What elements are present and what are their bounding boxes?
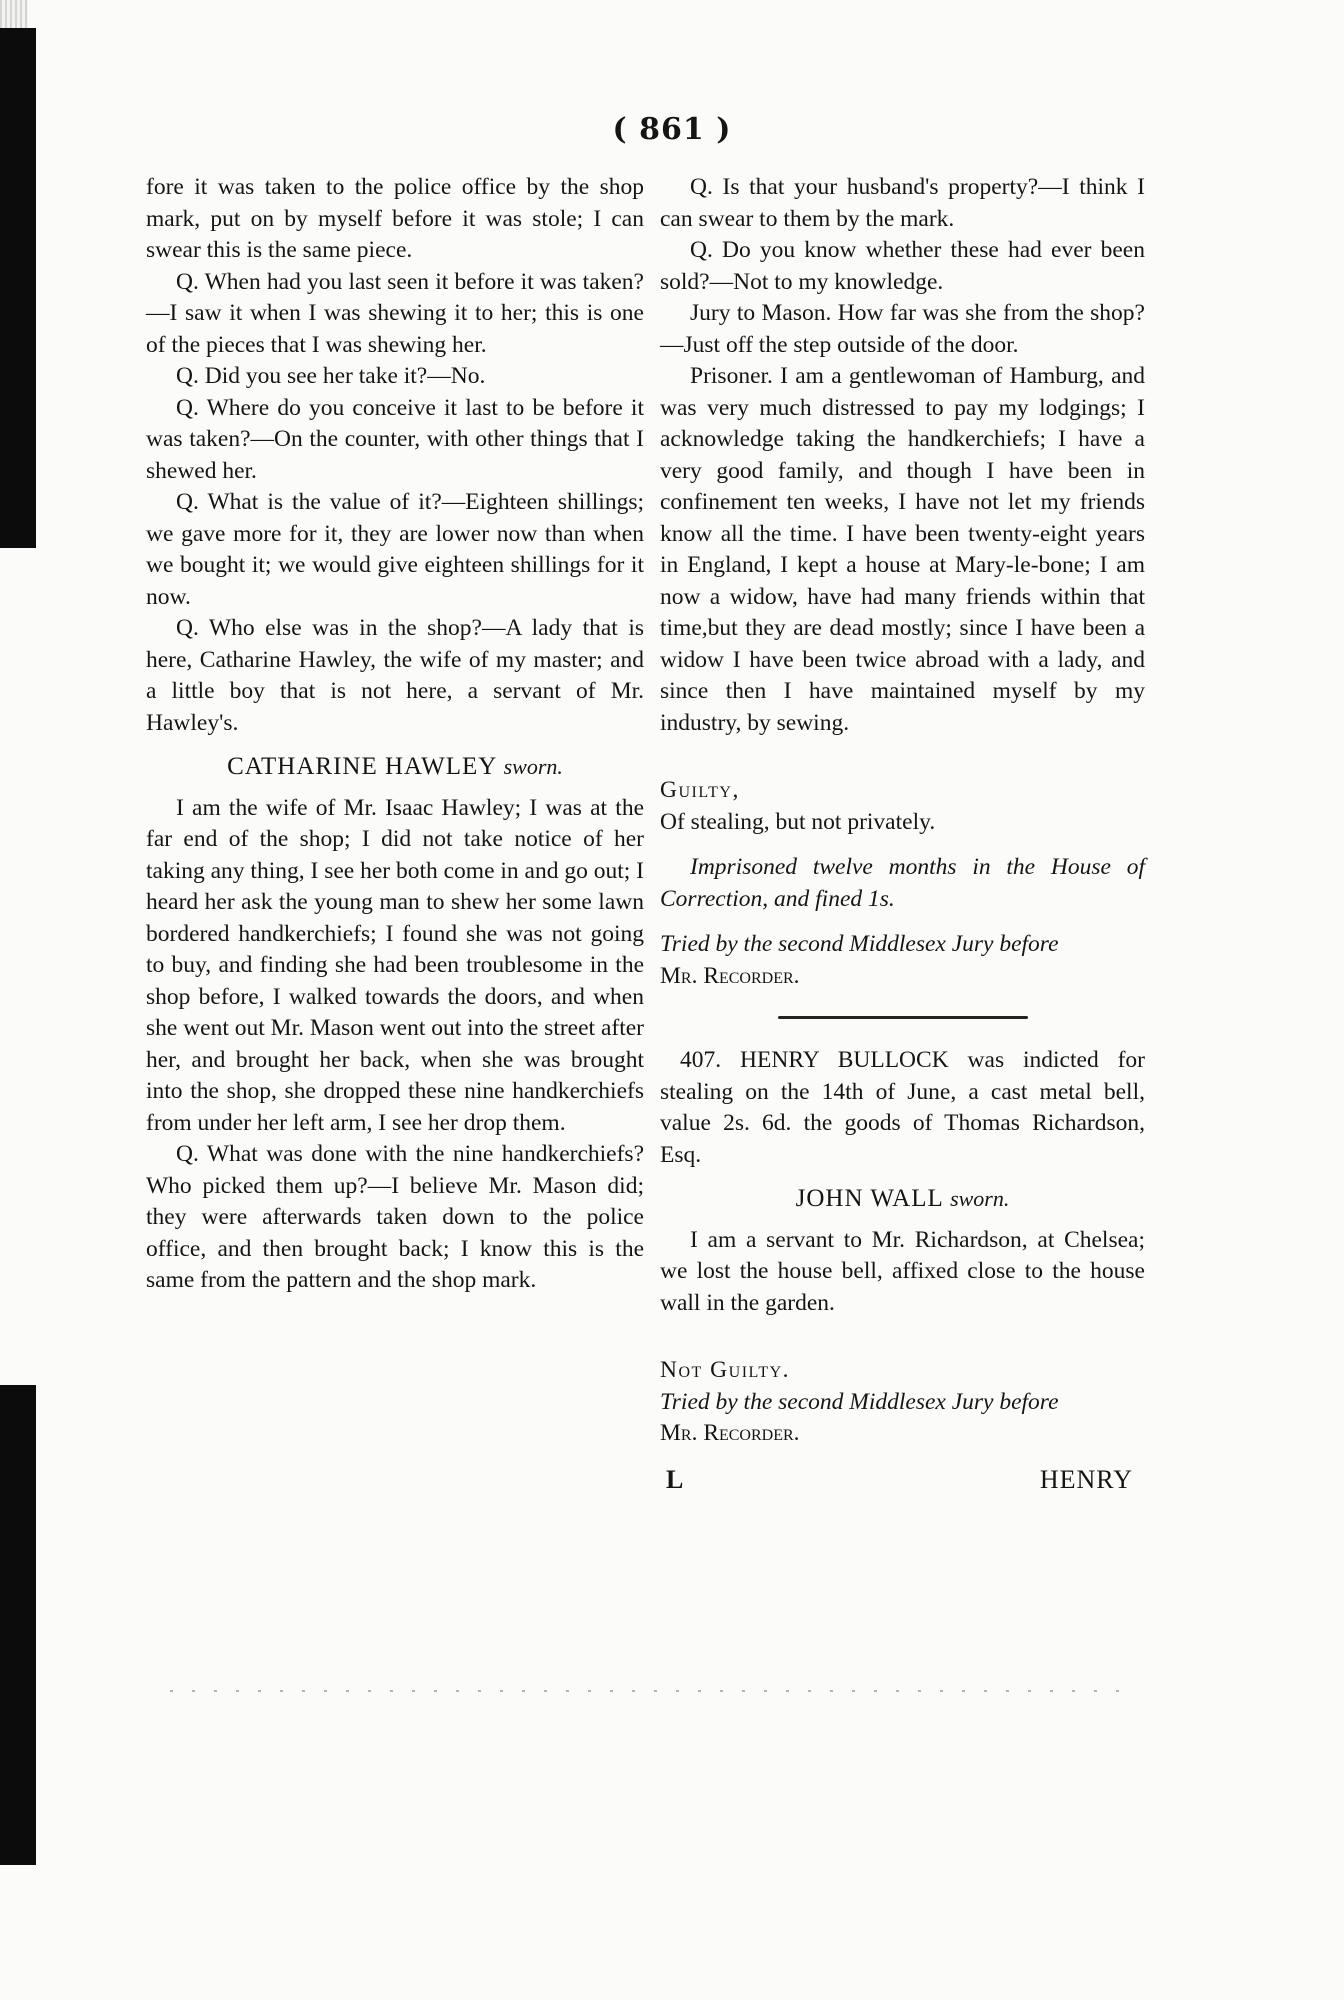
witness-heading <box>660 1183 1145 1215</box>
scan-edge-bar-top <box>0 28 36 548</box>
scan-dot-line <box>170 1690 1130 1692</box>
witness-heading <box>146 751 644 783</box>
paragraph: Prisoner. I am a gentlewoman of Hamburg, and was very much distressed to pay my lodgings; I acknowledge taking the handkerchiefs; I have a very good family, and though I have been in confinement ten weeks, I have not let my friends know all the time. I have been twenty-eight years in England, I kept a house at Mary-le-bone; I am now a widow, have had many friends within that time,but they are dead mostly; since I have been a widow I have been twice abroad with a lady, and since then I have maintained myself by my industry, by sewing. <box>660 363 1145 736</box>
left-column <box>146 172 644 1297</box>
verdict-guilty: Guilty, <box>660 777 740 803</box>
page-number: ( 861 ) <box>612 112 732 147</box>
scan-edge-noise <box>0 0 28 30</box>
verdict-not-guilty: Not Guilty. <box>660 1357 791 1383</box>
verdict-detail: Of stealing, but not privately. <box>660 808 936 835</box>
paragraph: Q. What was done with the nine handkerchiefs? Who picked them up?—I believe Mr. Mason did; they were afterwards taken down to the police office, and then brought back; I know this is the same from the pattern and the shop mark. <box>146 1141 644 1293</box>
catchword: HENRY <box>1039 1464 1133 1494</box>
paragraph: Q. What is the value of it?—Eighteen shillings; we gave more for it, they are lower now than when we bought it; we would give eighteen shillings for it now. <box>146 489 644 610</box>
paragraph: Q. Do you know whether these had ever been sold?—Not to my knowledge. <box>660 237 1145 295</box>
paragraph: fore it was taken to the police office by the shop mark, put on by myself before it was stole; I can swear this is the same piece. <box>146 174 644 263</box>
paragraph: I am a servant to Mr. Richardson, at Chelsea; we lost the house bell, affixed close to the house wall in the garden. <box>660 1226 1145 1316</box>
paragraph: Q. Did you see her take it?—No. <box>176 363 486 389</box>
paragraph: I am the wife of Mr. Isaac Hawley; I was at the far end of the shop; I did not take notice of her taking any thing, I see her both come in and go out; I heard her ask the young man to shew her some lawn bordered handkerchiefs; I found she was not going to buy, and finding she had been troublesome in the shop before, I walked towards the doors, and when she went out Mr. Mason went out into the street after her, and brought her back, when she was brought into the shop, she dropped these nine handkerchiefs from under her left arm, I see her drop them. <box>146 794 644 1136</box>
scan-edge-bar-bottom <box>0 1385 36 1865</box>
tried-by-line: Tried by the second Middlesex Jury before <box>660 931 1059 957</box>
tried-by-recorder: Mr. Recorder. <box>660 1420 800 1446</box>
paragraph: Jury to Mason. How far was she from the shop?—Just off the step outside of the door. <box>660 300 1145 358</box>
paragraph: Q. Is that your husband's property?—I think I can swear to them by the mark. <box>660 174 1145 232</box>
signature-mark: L <box>666 1464 684 1494</box>
paragraph: Q. Where do you conceive it last to be before it was taken?—On the counter, with other things that I shewed her. <box>146 394 644 484</box>
section-rule <box>778 1016 1028 1019</box>
case-407: 407. HENRY BULLOCK was indicted for stealing on the 14th of June, a cast metal bell, value 2s. 6d. the goods of Thomas Richardson, Esq. <box>660 1047 1145 1168</box>
page-footer <box>660 1464 1145 1496</box>
right-column <box>660 172 1145 1495</box>
tried-by-recorder: Mr. Recorder. <box>660 962 800 989</box>
tried-by-line: Tried by the second Middlesex Jury before <box>660 1388 1059 1415</box>
paragraph: Q. Who else was in the shop?—A lady that is here, Catharine Hawley, the wife of my master; and a little boy that is not here, a servant of Mr. Hawley's. <box>146 615 644 736</box>
sworn-label: sworn. <box>950 1186 1010 1211</box>
sentence: Imprisoned twelve months in the House of Correction, and fined 1s. <box>660 854 1145 912</box>
paragraph: Q. When had you last seen it before it was taken?—I saw it when I was shewing it to her; this is one of the pieces that I was shewing her. <box>146 268 644 358</box>
witness-name: JOHN WALL <box>795 1185 943 1212</box>
sworn-label: sworn. <box>503 754 563 779</box>
witness-name: CATHARINE HAWLEY <box>227 753 497 780</box>
